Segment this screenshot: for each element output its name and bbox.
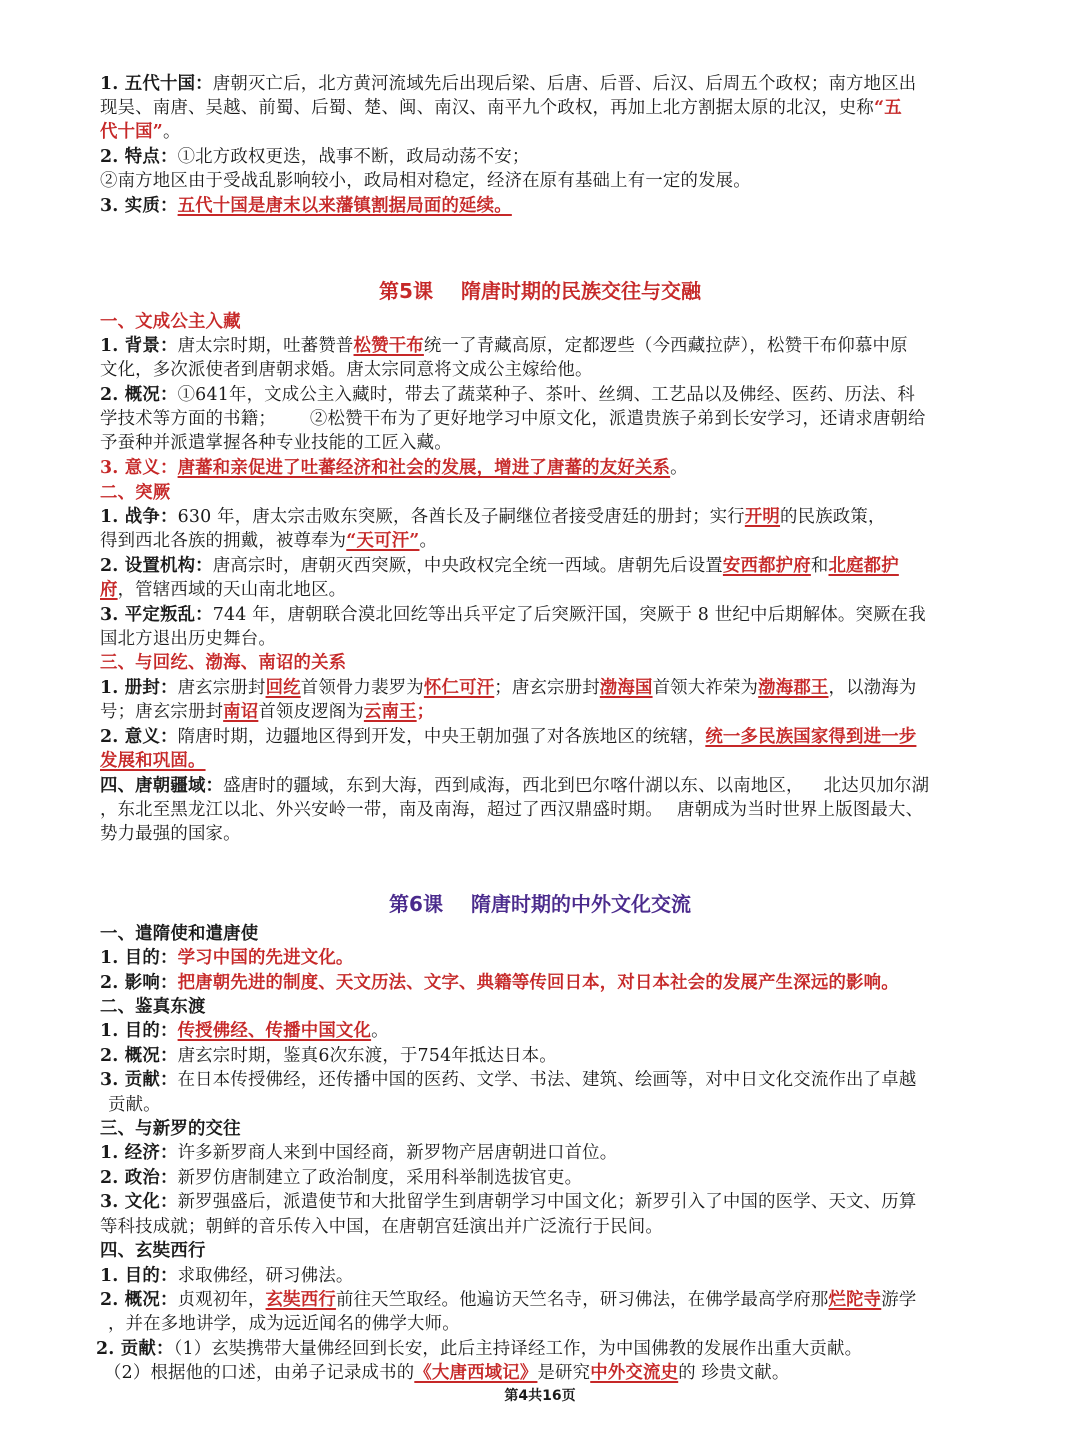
text-line: 1. 目的：传授佛经、传播中国文化。 [100,1021,389,1041]
text-line: 3. 文化：新罗强盛后，派遣使节和大批留学生到唐朝学习中国文化；新罗引入了中国的医学、天文、历算 [100,1192,917,1212]
text-line: 3. 意义：唐蕃和亲促进了吐蕃经济和社会的发展，增进了唐蕃的友好关系。 [100,458,688,478]
text-line: 1. 经济：许多新罗商人来到中国经商，新罗物产居唐朝进口首位。 [100,1143,618,1163]
text-line: 1. 目的：学习中国的先进文化。 [100,948,354,968]
text-line: 2. 概况：①641年，文成公主入藏时，带去了蔬菜种子、茶叶、丝绸、工艺品以及佛经、医药、历法、科 [100,385,916,405]
text-line: 得到西北各族的拥戴，被尊奉为“天可汗”。 [100,531,438,551]
section-heading: 一、遣隋使和遣唐使 [100,924,259,944]
text-line: ，并在多地讲学，成为远近闻名的佛学大师。 [108,1314,460,1334]
section-heading: 三、与回纥、渤海、南诏的关系 [100,653,347,673]
text-line: ，东北至黑龙江以北、外兴安岭一带，南及南海，超过了西汉鼎盛时期。 唐朝成为当时世界上版图最大、 [100,800,924,820]
text-line: 2. 概况：唐玄宗时期，鉴真6次东渡，于754年抵达日本。 [100,1046,557,1066]
text-line: 府，管辖西域的天山南北地区。 [100,580,347,600]
section-heading: 二、突厥 [100,483,171,503]
text-line: 2. 设置机构：唐高宗时，唐朝灭西突厥，中央政权完全统一西域。唐朝先后设置安西都护府和北庭都护 [100,556,899,576]
text-line: 等科技成就；朝鲜的音乐传入中国，在唐朝宫廷演出并广泛流行于民间。 [100,1217,663,1237]
text-line: 号；唐玄宗册封南诏首领皮逻阁为云南王； [100,702,435,722]
text-line: 2. 政治：新罗仿唐制建立了政治制度，采用科举制选拔官吏。 [100,1168,583,1188]
text-line: 1. 五代十国：唐朝灭亡后，北方黄河流域先后出现后梁、后唐、后晋、后汉、后周五个政权；南方地区出 [100,74,917,94]
text-line: 2. 影响：把唐朝先进的制度、天文历法、文字、典籍等传回日本，对日本社会的发展产生深远的影响。 [100,973,899,993]
text-line: （2）根据他的口述，由弟子记录成书的《大唐西域记》是研究中外交流史的 珍贵文献。 [104,1363,790,1383]
text-line: 3. 实质：五代十国是唐末以来藩镇割据局面的延续。 [100,196,512,216]
lesson-6-title: 第6课 隋唐时期的中外文化交流 [389,892,691,916]
text-line: ②南方地区由于受战乱影响较小，政局相对稳定，经济在原有基础上有一定的发展。 [100,171,751,191]
text-line: 2. 意义：隋唐时期，边疆地区得到开发，中央王朝加强了对各族地区的统辖，统一多民族国家得到进一步 [100,727,917,747]
text-line: 学技术等方面的书籍； ②松赞干布为了更好地学习中原文化，派遣贵族子弟到长安学习，还请求唐朝给 [100,409,926,429]
section-heading: 四、玄奘西行 [100,1241,206,1261]
text-line: 3. 贡献：在日本传授佛经，还传播中国的医药、文学、书法、建筑、绘画等，对中日文化交流作出了卓越 [100,1070,917,1090]
text-line: 2. 特点：①北方政权更迭，战事不断，政局动荡不安； [100,147,530,167]
text-line: 1. 目的：求取佛经，研习佛法。 [100,1266,354,1286]
text-line: 四、唐朝疆域：盛唐时的疆域，东到大海，西到咸海，西北到巴尔喀什湖以东、以南地区， 北达贝加尔湖 [100,776,930,796]
page-number: 第4共16页 [504,1388,576,1404]
text-line: 1. 册封：唐玄宗册封回纥首领骨力裴罗为怀仁可汗；唐玄宗册封渤海国首领大祚荣为渤海郡王，以渤海为 [100,678,917,698]
text-line: 国北方退出历史舞台。 [100,629,276,649]
text-line: 予蚕种并派遣掌握各种专业技能的工匠入藏。 [100,433,452,453]
lesson-5-title: 第5课 隋唐时期的民族交往与交融 [379,279,701,303]
section-heading: 三、与新罗的交往 [100,1119,241,1139]
section-heading: 二、鉴真东渡 [100,997,206,1017]
text-line: 文化，多次派使者到唐朝求婚。唐太宗同意将文成公主嫁给他。 [100,360,593,380]
section-heading: 一、文成公主入藏 [100,312,241,332]
text-line: 1. 背景：唐太宗时期，吐蕃赞普松赞干布统一了青藏高原，定都逻些（今西藏拉萨），松赞干布仰慕中原 [100,336,908,356]
text-line: 2. 概况：贞观初年，玄奘西行前往天竺取经。他遍访天竺名寺，研习佛法，在佛学最高学府那烂陀寺游学 [100,1290,917,1310]
text-line: 势力最强的国家。 [100,824,241,844]
text-line: 3. 平定叛乱：744 年，唐朝联合漠北回纥等出兵平定了后突厥汗国，突厥于 8 世纪中后期解体。突厥在我 [100,605,926,625]
text-line: 2. 贡献：（1）玄奘携带大量佛经回到长安，此后主持译经工作，为中国佛教的发展作出重大贡献。 [96,1339,863,1359]
text-line: 现吴、南唐、吴越、前蜀、后蜀、楚、闽、南汉、南平九个政权，再加上北方割据太原的北汉，史称“五 [100,98,902,118]
text-line: 发展和巩固。 [100,751,206,771]
text-line: 1. 战争：630 年，唐太宗击败东突厥，各酋长及子嗣继位者接受唐廷的册封；实行开明的民族政策， [100,507,886,527]
text-line: 贡献。 [108,1095,161,1115]
text-line: 代十国”。 [100,122,181,142]
